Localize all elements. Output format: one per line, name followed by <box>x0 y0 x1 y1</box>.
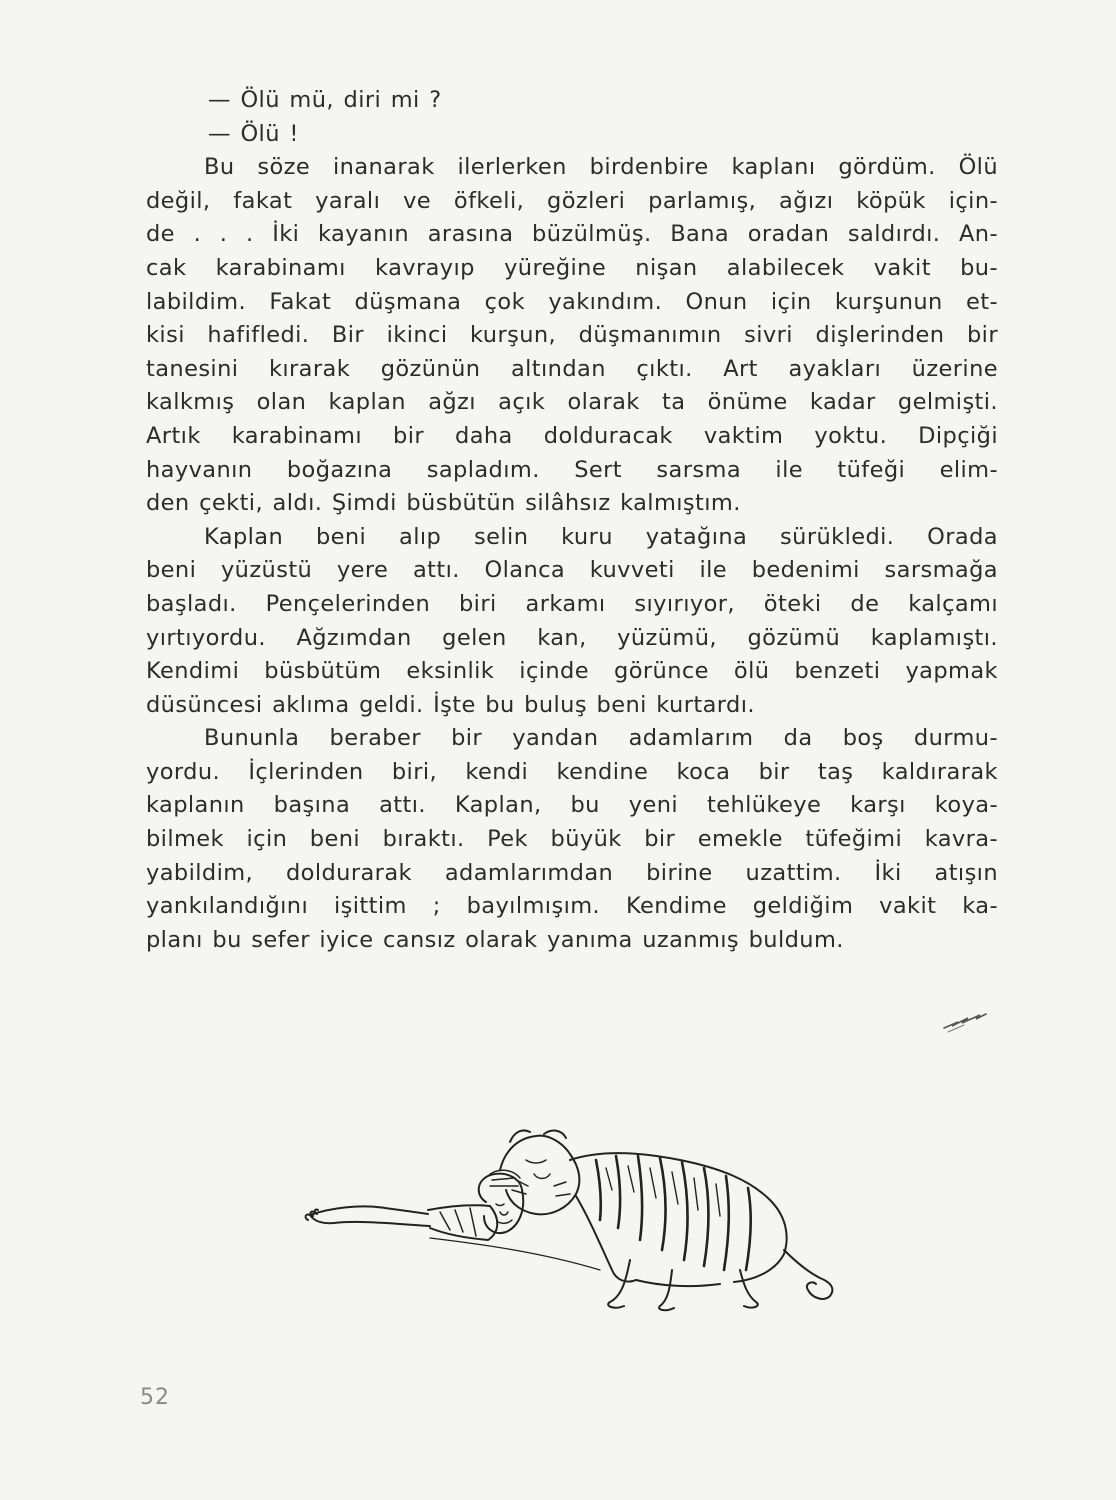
tiger-illustration <box>300 1120 840 1320</box>
tiger-body <box>570 1153 787 1282</box>
dialog-line: — Ölü ! <box>208 120 299 147</box>
paragraph-line: hayvanın boğazına sapladım. Sert sarsma ile tüfeği elim- <box>146 456 998 483</box>
paragraph-line: planı bu sefer iyice cansız olarak yanıma uzanmış buldum. <box>146 926 844 953</box>
man-arm <box>310 1206 428 1215</box>
paragraph-line: tanesini kırarak gözünün altından çıktı. Art ayakları üzerine <box>146 355 998 382</box>
paragraph-line: cak karabinamı kavrayıp yüreğine nişan alabilecek vakit bu- <box>146 254 998 281</box>
paragraph-line: kisi hafifledi. Bir ikinci kurşun, düşmanımın sivri dişlerinden bir <box>146 322 998 349</box>
paragraph-line: labildim. Fakat düşmana çok yakındım. Onun için kurşunun et- <box>146 288 998 315</box>
man-head <box>479 1174 523 1233</box>
paragraph-line: kalkmış olan kaplan ağzı açık olarak ta önüme kadar gelmişti. <box>146 389 998 416</box>
paragraph-line: başladı. Pençelerinden biri arkamı sıyırıyor, öteki de kalçamı <box>146 590 998 617</box>
dialog-line: — Ölü mü, diri mi ? <box>208 87 442 113</box>
paragraph-line: den çekti, aldı. Şimdi büsbütün silâhsız kalmıştım. <box>146 490 741 517</box>
paragraph-line: Kendimi büsbütüm eksinlik içinde görünce ölü benzeti yapmak <box>146 658 998 685</box>
paragraph-line: beni yüzüstü yere attı. Olanca kuvveti ile bedenimi sarsmağa <box>146 557 998 584</box>
page-text <box>146 84 998 957</box>
paragraph-line: yırtıyordu. Ağzımdan gelen kan, yüzümü, gözümü kaplamıştı. <box>146 624 998 651</box>
paragraph-line: yordu. İçlerinden biri, kendi kendine koca bir taş kaldırarak <box>146 758 998 785</box>
tiger-head <box>500 1136 579 1215</box>
paragraph-line: yabildim, doldurarak adamlarımdan birine uzattim. İki atışın <box>146 859 998 886</box>
paragraph-line: de . . . İki kayanın arasına büzülmüş. Bana oradan saldırdı. An- <box>146 221 998 248</box>
paragraph-line: kaplanın başına attı. Kaplan, bu yeni tehlükeye karşı koya- <box>146 792 998 819</box>
paragraph-line: Kaplan beni alıp selin kuru yatağına sürükledi. Orada <box>204 523 998 550</box>
paragraph-line: yankılandığını işittim ; bayılmışım. Kendime geldiğim vakit ka- <box>146 893 998 920</box>
man-body <box>428 1205 497 1240</box>
paragraph-line: değil, fakat yaralı ve öfkeli, gözleri parlamış, ağızı köpük için- <box>146 187 998 214</box>
ink-squiggle-decoration <box>940 1006 990 1036</box>
paragraph-line: düsüncesi aklıma geldi. İşte bu buluş beni kurtardı. <box>146 691 755 718</box>
tiger-tail <box>784 1250 832 1299</box>
page-number: 52 <box>140 1385 170 1410</box>
paragraph-line: Artık karabinamı bir daha dolduracak vaktim yoktu. Dipçiği <box>146 422 998 449</box>
paragraph-line: bilmek için beni bıraktı. Pek büyük bir emekle tüfeğimi kavra- <box>146 826 998 853</box>
paragraph-line: Bu söze inanarak ilerlerken birdenbire kaplanı gördüm. Ölü <box>204 154 998 181</box>
paragraph-line: Bununla beraber bir yandan adamlarım da boş durmu- <box>204 725 998 752</box>
